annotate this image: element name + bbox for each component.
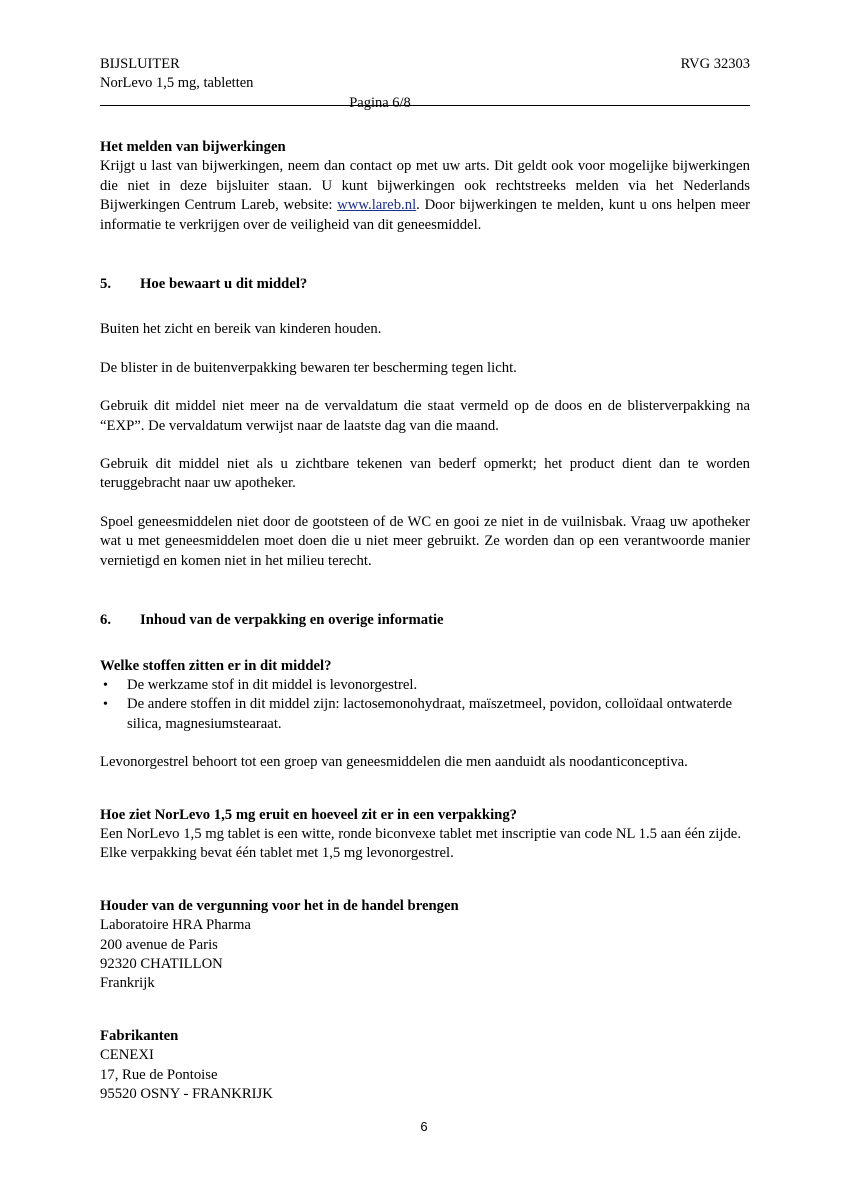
marketing-authorisation-line: Frankrijk [100, 975, 155, 992]
spacer [100, 436, 750, 455]
spacer [100, 773, 750, 806]
appearance-paragraph-1: Een NorLevo 1,5 mg tablet is een witte, ronde biconvexe tablet met inscriptie van code NL 1.5 aan één zijde. [100, 825, 741, 842]
spacer [100, 294, 750, 320]
footer-page-number: 6 [420, 1119, 428, 1134]
manufacturers-heading: Fabrikanten [100, 1027, 179, 1044]
document-body [100, 138, 750, 1104]
levonorgestrel-note: Levonorgestrel behoort tot een groep van geneesmiddelen die men aanduidt als noodanticonceptiva. [100, 754, 688, 771]
header-registration-number: RVG 32303 [680, 56, 750, 72]
header-doc-type: BIJSLUITER [100, 56, 180, 72]
marketing-authorisation-line: Laboratoire HRA Pharma [100, 917, 251, 934]
section-5-paragraph-4: Gebruik dit middel niet als u zichtbare tekenen van bederf opmerkt; het product dient dan te worden teruggebracht naar uw apotheker. [100, 456, 750, 492]
bullet-icon: • [103, 677, 108, 693]
marketing-authorisation-heading: Houder van de vergunning voor het in de handel brengen [100, 897, 459, 914]
manufacturer-line: 17, Rue de Pontoise [100, 1066, 218, 1083]
spacer [100, 494, 750, 513]
section-6-title: Inhoud van de verpakking en overige informatie [140, 612, 444, 629]
reporting-text-before-link: Krijgt u last van bijwerkingen, neem dan contact op met uw arts. Dit geldt ook voor mogelijke bijwerkingen die niet in deze bijsluiter staan. U kunt bijwerkingen ook rechtstreeks melden via het Nederlands Bijwerkingen Centrum Lareb, website: [100, 158, 750, 214]
appearance-paragraph-2: Elke verpakking bevat één tablet met 1,5 mg levonorgestrel. [100, 845, 454, 862]
manufacturer-line: 95520 OSNY - FRANKRIJK [100, 1086, 273, 1102]
list-item [100, 676, 750, 695]
spacer [100, 378, 750, 397]
manufacturer-line: CENEXI [100, 1047, 154, 1064]
section-5-paragraph-5: Spoel geneesmiddelen niet door de gootsteen of de WC en gooi ze niet in de vuilnisbak. Vraag uw apotheker wat u met geneesmiddelen moet doen die u niet meer gebruikt. Ze worden dan op een verantwoorde manier vernietigd en komen niet in het milieu terecht. [100, 513, 750, 569]
section-5-paragraph-1: Buiten het zicht en bereik van kinderen houden. [100, 321, 382, 338]
appearance-heading: Hoe ziet NorLevo 1,5 mg eruit en hoeveel zit er in een verpakking? [100, 806, 518, 823]
header-product-name: NorLevo 1,5 mg, tabletten [100, 75, 254, 91]
document-footer [0, 1119, 848, 1134]
section-5-paragraph-3: Gebruik dit middel niet meer na de vervaldatum die staat vermeld op de doos en de blisterverpakking na “EXP”. De vervaldatum verwijst naar de laatste dag van die maand. [100, 398, 750, 434]
spacer [100, 235, 750, 275]
reporting-heading: Het melden van bijwerkingen [100, 139, 286, 155]
marketing-authorisation-line: 92320 CHATILLON [100, 955, 223, 972]
header-page-indicator: Pagina 6/8 [349, 95, 411, 111]
section-6-heading [100, 611, 750, 630]
section-6-number: 6. [100, 612, 112, 629]
header-top-row [100, 55, 750, 93]
substances-heading: Welke stoffen zitten er in dit middel? [100, 657, 332, 674]
substances-list [100, 676, 750, 734]
section-5-heading [100, 275, 750, 294]
spacer [100, 734, 750, 753]
reporting-text-after-link: . Door bijwerkingen te melden, kunt u ons helpen meer informatie te verkrijgen over de veiligheid van dit geneesmiddel. [100, 197, 750, 233]
spacer [100, 864, 750, 897]
bullet-icon: • [103, 697, 108, 713]
spacer [100, 340, 750, 359]
spacer [100, 631, 750, 657]
section-5-title: Hoe bewaart u dit middel? [140, 276, 308, 293]
list-item-text: De andere stoffen in dit middel zijn: lactosemonohydraat, maïszetmeel, povidon, colloïdaal ontwaterde silica, magnesiumstearaat. [127, 696, 732, 732]
marketing-authorisation-line: 200 avenue de Paris [100, 936, 218, 953]
reporting-paragraph [100, 157, 750, 235]
list-item [100, 695, 750, 734]
list-item-text: De werkzame stof in dit middel is levonorgestrel. [127, 676, 418, 693]
section-5-number: 5. [100, 276, 112, 293]
header-left-block [100, 55, 253, 93]
header-divider-rule [100, 105, 750, 106]
section-5-paragraph-2: De blister in de buitenverpakking bewaren ter bescherming tegen licht. [100, 359, 517, 376]
spacer [100, 994, 750, 1027]
spacer [100, 571, 750, 611]
lareb-website-link[interactable]: www.lareb.nl [337, 197, 417, 214]
